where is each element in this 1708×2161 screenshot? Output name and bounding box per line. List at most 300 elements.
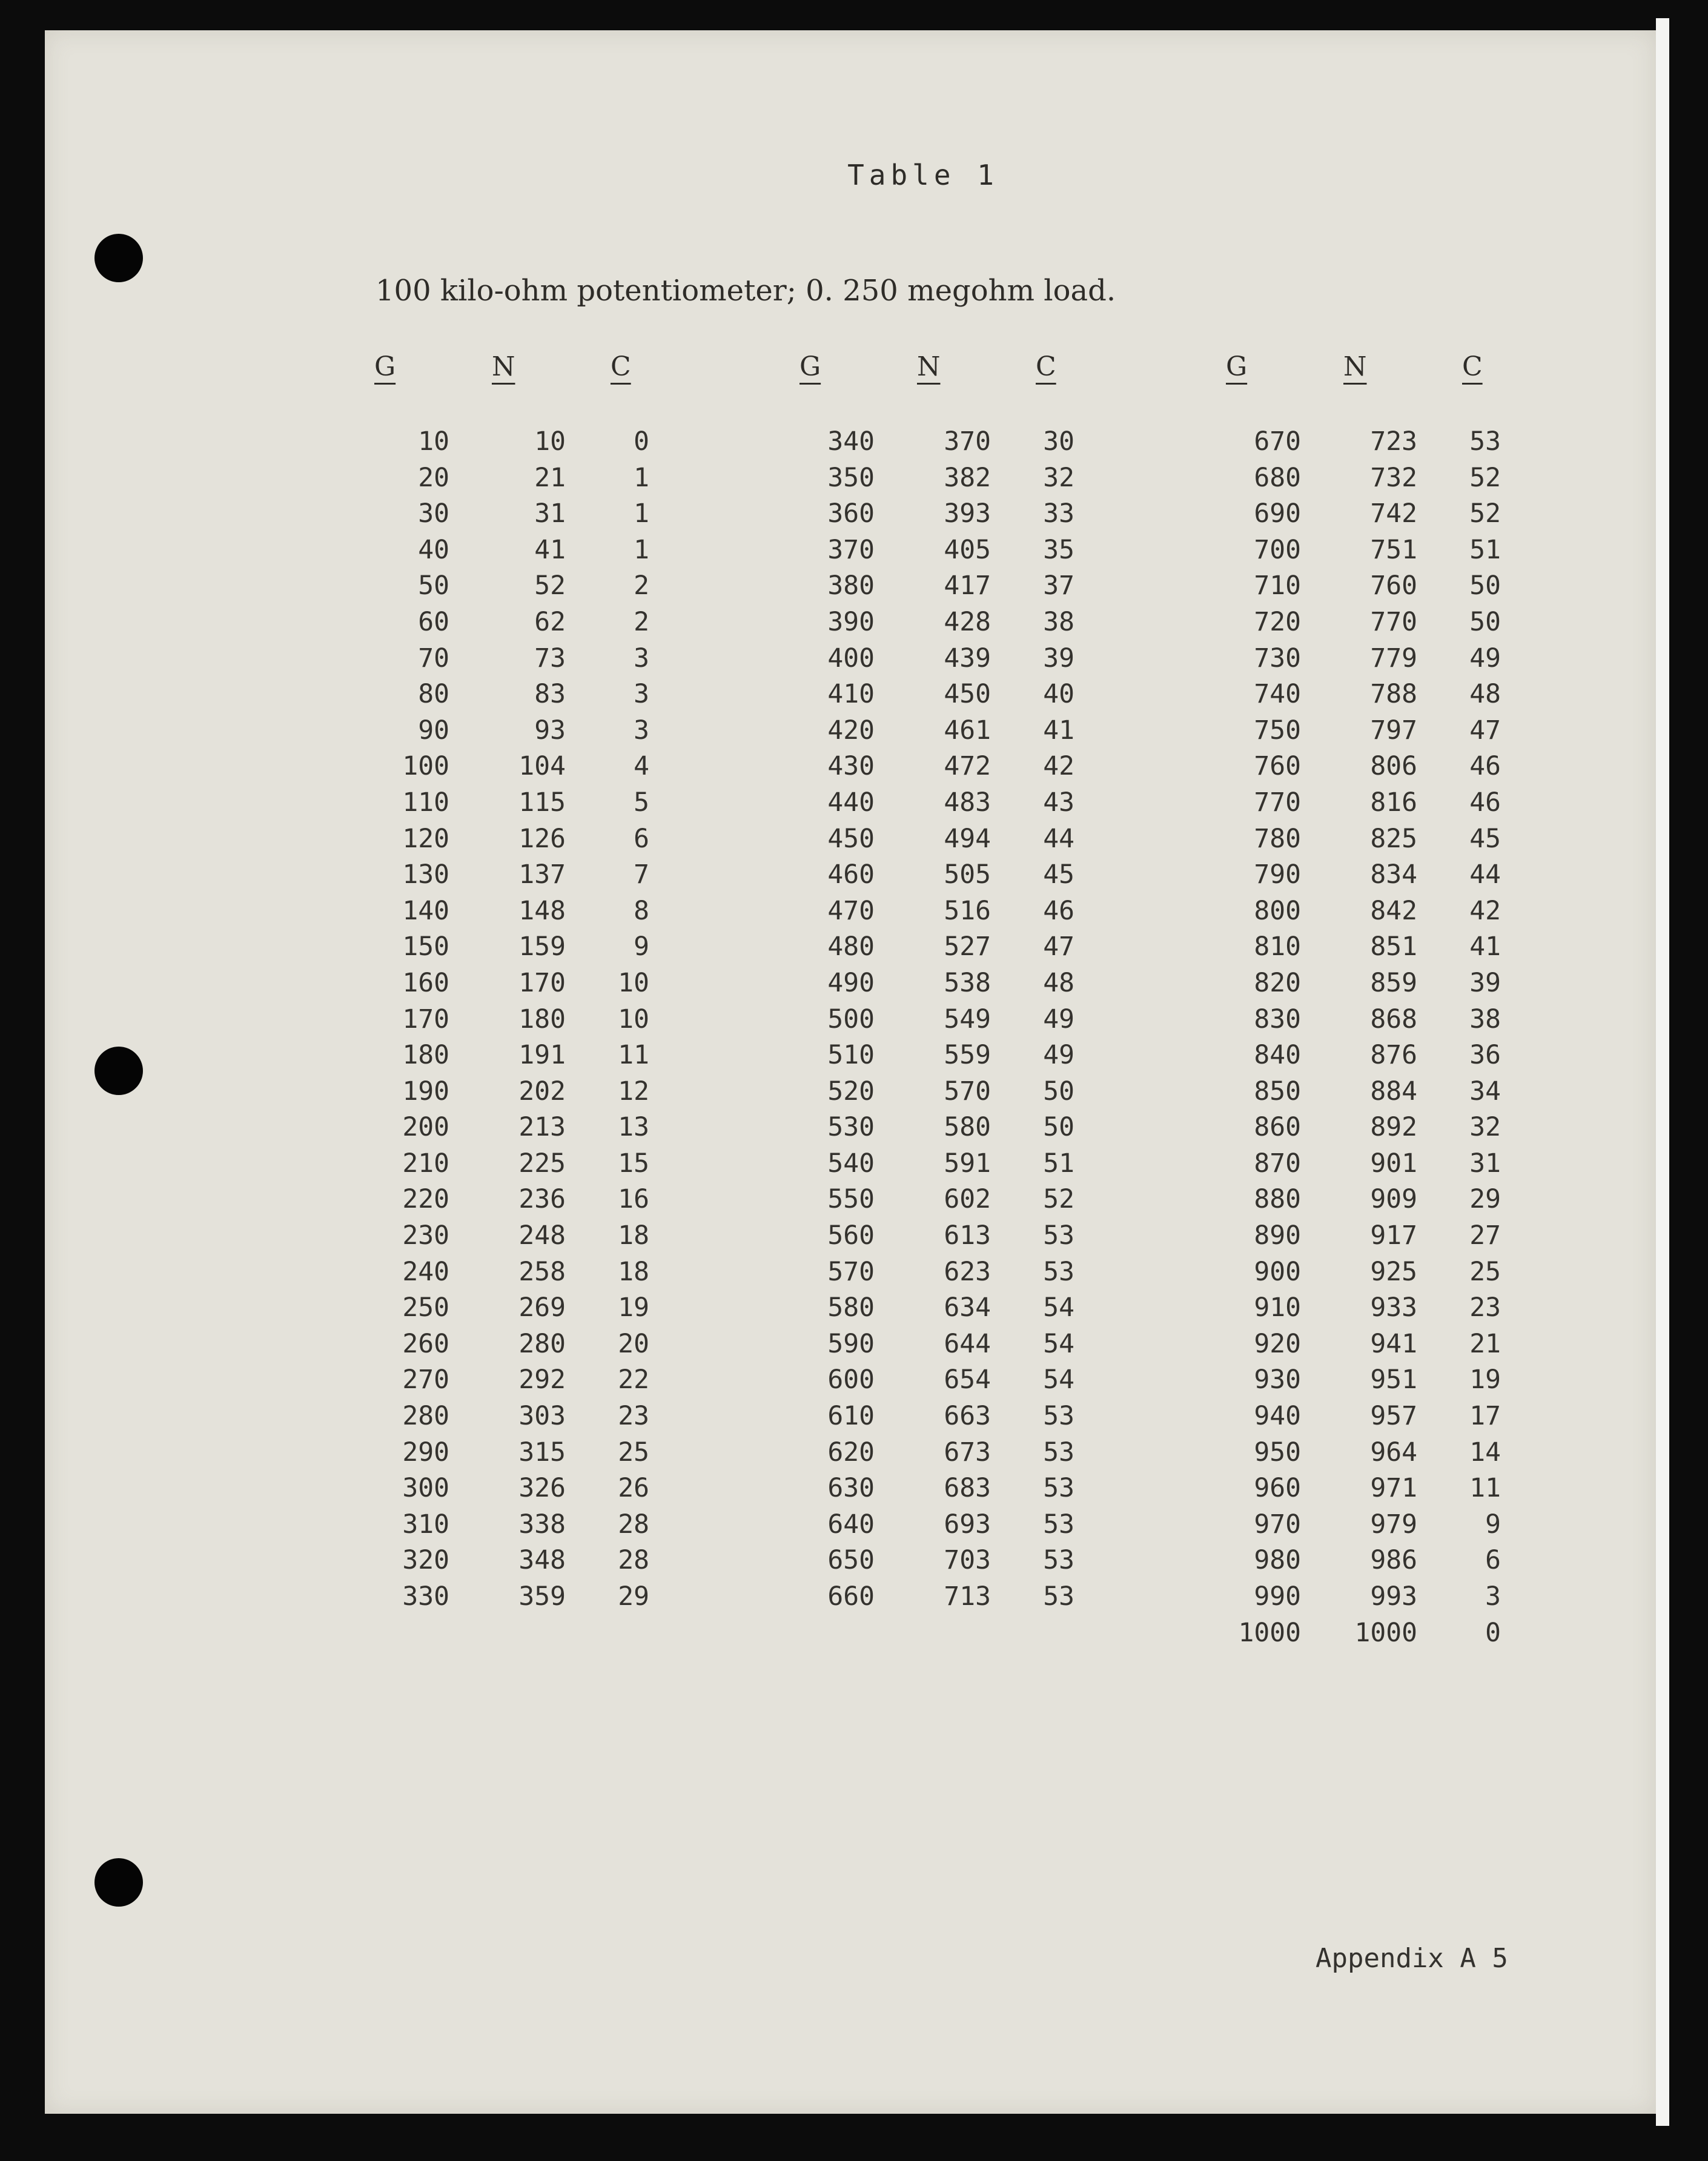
c-value: 40 — [1043, 679, 1074, 710]
g-value: 330 — [402, 1581, 449, 1612]
table-row — [796, 532, 1147, 569]
table-row — [796, 1110, 1147, 1146]
g-value: 590 — [827, 1328, 875, 1359]
c-value: 53 — [1043, 1401, 1074, 1432]
c-value: 47 — [1043, 932, 1074, 962]
table-row — [371, 1146, 722, 1182]
n-value: 338 — [518, 1509, 566, 1540]
g-value: 250 — [402, 1292, 449, 1323]
c-value: 48 — [1043, 967, 1074, 998]
c-value: 37 — [1043, 571, 1074, 601]
g-value: 460 — [827, 859, 875, 890]
punch-hole-middle — [94, 1047, 143, 1095]
c-value: 50 — [1469, 606, 1501, 637]
n-value: 191 — [518, 1040, 566, 1071]
n-value: 439 — [944, 643, 991, 673]
c-value: 42 — [1469, 895, 1501, 926]
table-row — [1222, 1507, 1574, 1543]
c-value: 44 — [1469, 859, 1501, 890]
g-value: 410 — [827, 679, 875, 710]
c-value: 1 — [634, 462, 649, 493]
table-row — [1222, 785, 1574, 821]
g-value: 380 — [827, 571, 875, 601]
g-value: 530 — [827, 1112, 875, 1143]
c-value: 23 — [1469, 1292, 1501, 1323]
table-row — [796, 1074, 1147, 1110]
g-value: 180 — [402, 1040, 449, 1071]
n-value: 483 — [944, 787, 991, 818]
g-value: 670 — [1254, 426, 1301, 457]
g-value: 780 — [1254, 823, 1301, 854]
c-value: 48 — [1469, 679, 1501, 710]
n-value: 527 — [944, 932, 991, 962]
table-row — [1222, 1182, 1574, 1218]
table-row — [1222, 821, 1574, 858]
table-row — [1222, 1290, 1574, 1326]
g-value: 810 — [1254, 932, 1301, 962]
n-value: 703 — [944, 1545, 991, 1576]
table-row — [1222, 677, 1574, 713]
c-value: 1 — [634, 534, 649, 565]
table-row — [371, 821, 722, 858]
n-value: 591 — [944, 1148, 991, 1179]
c-value: 45 — [1043, 859, 1074, 890]
table-row — [796, 1002, 1147, 1038]
g-value: 990 — [1254, 1581, 1301, 1612]
table-rows — [796, 424, 1147, 1615]
table-rows — [1222, 424, 1574, 1651]
c-value: 6 — [1485, 1545, 1501, 1576]
c-value: 26 — [618, 1473, 649, 1504]
table-row — [1222, 713, 1574, 749]
g-value: 860 — [1254, 1112, 1301, 1143]
table-row — [796, 1543, 1147, 1579]
g-value: 420 — [827, 715, 875, 746]
table-row — [796, 1471, 1147, 1507]
g-value: 630 — [827, 1473, 875, 1504]
c-value: 30 — [1043, 426, 1074, 457]
table-row — [1222, 1362, 1574, 1398]
c-value: 50 — [1469, 571, 1501, 601]
c-value: 28 — [618, 1509, 649, 1540]
n-value: 538 — [944, 967, 991, 998]
n-value: 292 — [518, 1365, 566, 1395]
table-row — [371, 568, 722, 604]
g-value: 730 — [1254, 643, 1301, 673]
c-value: 49 — [1043, 1004, 1074, 1034]
c-value: 41 — [1043, 715, 1074, 746]
table-row — [371, 1362, 722, 1398]
table-row — [371, 677, 722, 713]
g-value: 660 — [827, 1581, 875, 1612]
n-value: 623 — [944, 1256, 991, 1287]
table-row — [796, 713, 1147, 749]
table-row — [1222, 1543, 1574, 1579]
n-value: 892 — [1370, 1112, 1417, 1143]
n-value: 868 — [1370, 1004, 1417, 1034]
n-value: 41 — [534, 534, 566, 565]
n-value: 986 — [1370, 1545, 1417, 1576]
g-value: 560 — [827, 1220, 875, 1251]
c-value: 53 — [1043, 1256, 1074, 1287]
table-row — [371, 965, 722, 1002]
g-value: 970 — [1254, 1509, 1301, 1540]
n-value: 10 — [534, 426, 566, 457]
table-row — [1222, 1615, 1574, 1652]
g-value: 170 — [402, 1004, 449, 1034]
c-value: 39 — [1469, 967, 1501, 998]
n-value: 979 — [1370, 1509, 1417, 1540]
c-value: 0 — [634, 426, 649, 457]
table-row — [1222, 1110, 1574, 1146]
table-row — [371, 785, 722, 821]
n-value: 370 — [944, 426, 991, 457]
c-value: 45 — [1469, 823, 1501, 854]
c-value: 11 — [618, 1040, 649, 1071]
n-value: 180 — [518, 1004, 566, 1034]
n-value: 248 — [518, 1220, 566, 1251]
g-value: 230 — [402, 1220, 449, 1251]
c-value: 53 — [1043, 1545, 1074, 1576]
n-value: 797 — [1370, 715, 1417, 746]
g-value: 550 — [827, 1184, 875, 1215]
table-row — [796, 785, 1147, 821]
n-value: 104 — [518, 751, 566, 782]
table-row — [796, 496, 1147, 532]
c-value: 25 — [1469, 1256, 1501, 1287]
table-row — [1222, 424, 1574, 460]
punch-hole-bottom — [94, 1858, 143, 1907]
table-row — [796, 1218, 1147, 1254]
c-value: 10 — [618, 967, 649, 998]
table-row — [796, 568, 1147, 604]
g-value: 390 — [827, 606, 875, 637]
table-subtitle: 100 kilo-ohm potentiometer; 0. 250 megohm load. — [376, 274, 1116, 308]
g-value: 290 — [402, 1437, 449, 1468]
n-value: 417 — [944, 571, 991, 601]
c-value: 38 — [1043, 606, 1074, 637]
c-value: 54 — [1043, 1365, 1074, 1395]
header-g: G — [799, 351, 821, 382]
n-value: 770 — [1370, 606, 1417, 637]
table-row — [1222, 1435, 1574, 1471]
c-value: 16 — [618, 1184, 649, 1215]
c-value: 51 — [1043, 1148, 1074, 1179]
c-value: 38 — [1469, 1004, 1501, 1034]
table-row — [1222, 604, 1574, 641]
n-value: 760 — [1370, 571, 1417, 601]
n-value: 732 — [1370, 462, 1417, 493]
g-value: 980 — [1254, 1545, 1301, 1576]
n-value: 876 — [1370, 1040, 1417, 1071]
g-value: 440 — [827, 787, 875, 818]
c-value: 7 — [634, 859, 649, 890]
c-value: 36 — [1469, 1040, 1501, 1071]
c-value: 53 — [1043, 1220, 1074, 1251]
g-value: 20 — [418, 462, 449, 493]
g-value: 450 — [827, 823, 875, 854]
c-value: 10 — [618, 1004, 649, 1034]
c-value: 18 — [618, 1256, 649, 1287]
n-value: 693 — [944, 1509, 991, 1540]
c-value: 42 — [1043, 751, 1074, 782]
table-row — [371, 1543, 722, 1579]
g-value: 140 — [402, 895, 449, 926]
g-value: 1000 — [1238, 1617, 1301, 1648]
g-value: 340 — [827, 426, 875, 457]
n-value: 933 — [1370, 1292, 1417, 1323]
g-value: 520 — [827, 1076, 875, 1107]
c-value: 6 — [634, 823, 649, 854]
table-row — [371, 460, 722, 497]
c-value: 17 — [1469, 1401, 1501, 1432]
g-value: 620 — [827, 1437, 875, 1468]
g-value: 240 — [402, 1256, 449, 1287]
c-value: 52 — [1469, 462, 1501, 493]
table-row — [1222, 1326, 1574, 1363]
g-value: 770 — [1254, 787, 1301, 818]
page-footer: Appendix A 5 — [1316, 1943, 1508, 1974]
table-row — [371, 1435, 722, 1471]
n-value: 917 — [1370, 1220, 1417, 1251]
g-value: 880 — [1254, 1184, 1301, 1215]
g-value: 650 — [827, 1545, 875, 1576]
n-value: 303 — [518, 1401, 566, 1432]
table-row — [796, 1435, 1147, 1471]
g-value: 540 — [827, 1148, 875, 1179]
c-value: 5 — [634, 787, 649, 818]
n-value: 115 — [518, 787, 566, 818]
n-value: 559 — [944, 1040, 991, 1071]
g-value: 320 — [402, 1545, 449, 1576]
table-row — [796, 604, 1147, 641]
table-row — [371, 1326, 722, 1363]
c-value: 2 — [634, 571, 649, 601]
table-row — [1222, 929, 1574, 965]
g-value: 260 — [402, 1328, 449, 1359]
g-value: 130 — [402, 859, 449, 890]
header-n: N — [492, 351, 515, 382]
n-value: 516 — [944, 895, 991, 926]
n-value: 723 — [1370, 426, 1417, 457]
c-value: 44 — [1043, 823, 1074, 854]
g-value: 370 — [827, 534, 875, 565]
c-value: 53 — [1043, 1437, 1074, 1468]
n-value: 348 — [518, 1545, 566, 1576]
c-value: 53 — [1043, 1473, 1074, 1504]
table-row — [371, 1218, 722, 1254]
header-n: N — [917, 351, 941, 382]
g-value: 110 — [402, 787, 449, 818]
table-row — [796, 677, 1147, 713]
n-value: 148 — [518, 895, 566, 926]
c-value: 31 — [1469, 1148, 1501, 1179]
g-value: 920 — [1254, 1328, 1301, 1359]
g-value: 890 — [1254, 1220, 1301, 1251]
n-value: 964 — [1370, 1437, 1417, 1468]
n-value: 21 — [534, 462, 566, 493]
header-g: G — [374, 351, 396, 382]
g-value: 820 — [1254, 967, 1301, 998]
n-value: 884 — [1370, 1076, 1417, 1107]
c-value: 33 — [1043, 498, 1074, 529]
n-value: 951 — [1370, 1365, 1417, 1395]
n-value: 326 — [518, 1473, 566, 1504]
c-value: 29 — [618, 1581, 649, 1612]
g-value: 830 — [1254, 1004, 1301, 1034]
column-group-2 — [796, 351, 1147, 1612]
column-headers — [371, 351, 722, 400]
column-group-1 — [371, 351, 722, 1612]
table-row — [796, 460, 1147, 497]
table-row — [1222, 1471, 1574, 1507]
g-value: 30 — [418, 498, 449, 529]
g-value: 610 — [827, 1401, 875, 1432]
table-row — [796, 1507, 1147, 1543]
c-value: 1 — [634, 498, 649, 529]
table-row — [371, 1290, 722, 1326]
table-row — [371, 857, 722, 893]
c-value: 11 — [1469, 1473, 1501, 1504]
g-value: 840 — [1254, 1040, 1301, 1071]
c-value: 46 — [1469, 787, 1501, 818]
n-value: 806 — [1370, 751, 1417, 782]
table-row — [796, 893, 1147, 930]
header-g: G — [1226, 351, 1248, 382]
table-row — [371, 641, 722, 677]
c-value: 50 — [1043, 1076, 1074, 1107]
g-value: 50 — [418, 571, 449, 601]
c-value: 3 — [634, 679, 649, 710]
c-value: 21 — [1469, 1328, 1501, 1359]
g-value: 640 — [827, 1509, 875, 1540]
n-value: 941 — [1370, 1328, 1417, 1359]
g-value: 690 — [1254, 498, 1301, 529]
n-value: 31 — [534, 498, 566, 529]
table-row — [371, 1471, 722, 1507]
table-row — [796, 857, 1147, 893]
n-value: 450 — [944, 679, 991, 710]
table-row — [371, 929, 722, 965]
table-row — [1222, 1074, 1574, 1110]
n-value: 93 — [534, 715, 566, 746]
n-value: 505 — [944, 859, 991, 890]
table-row — [371, 893, 722, 930]
g-value: 960 — [1254, 1473, 1301, 1504]
g-value: 740 — [1254, 679, 1301, 710]
c-value: 25 — [618, 1437, 649, 1468]
table-row — [1222, 1254, 1574, 1291]
n-value: 751 — [1370, 534, 1417, 565]
g-value: 280 — [402, 1401, 449, 1432]
n-value: 742 — [1370, 498, 1417, 529]
g-value: 210 — [402, 1148, 449, 1179]
n-value: 993 — [1370, 1581, 1417, 1612]
g-value: 300 — [402, 1473, 449, 1504]
table-row — [1222, 496, 1574, 532]
c-value: 19 — [1469, 1365, 1501, 1395]
c-value: 4 — [634, 751, 649, 782]
header-c: C — [1036, 351, 1056, 382]
table-row — [1222, 1579, 1574, 1615]
table-row — [796, 1398, 1147, 1435]
paper-edge — [1656, 18, 1669, 2126]
c-value: 53 — [1043, 1509, 1074, 1540]
table-row — [796, 1037, 1147, 1074]
g-value: 310 — [402, 1509, 449, 1540]
g-value: 10 — [418, 426, 449, 457]
c-value: 22 — [618, 1365, 649, 1395]
g-value: 350 — [827, 462, 875, 493]
g-value: 80 — [418, 679, 449, 710]
g-value: 570 — [827, 1256, 875, 1287]
n-value: 202 — [518, 1076, 566, 1107]
g-value: 760 — [1254, 751, 1301, 782]
n-value: 170 — [518, 967, 566, 998]
c-value: 23 — [618, 1401, 649, 1432]
n-value: 1000 — [1354, 1617, 1417, 1648]
c-value: 29 — [1469, 1184, 1501, 1215]
c-value: 0 — [1485, 1617, 1501, 1648]
table-row — [371, 1579, 722, 1615]
n-value: 683 — [944, 1473, 991, 1504]
n-value: 461 — [944, 715, 991, 746]
table-row — [1222, 1146, 1574, 1182]
n-value: 269 — [518, 1292, 566, 1323]
n-value: 859 — [1370, 967, 1417, 998]
n-value: 393 — [944, 498, 991, 529]
g-value: 720 — [1254, 606, 1301, 637]
c-value: 2 — [634, 606, 649, 637]
c-value: 53 — [1469, 426, 1501, 457]
n-value: 834 — [1370, 859, 1417, 890]
g-value: 270 — [402, 1365, 449, 1395]
n-value: 816 — [1370, 787, 1417, 818]
c-value: 54 — [1043, 1328, 1074, 1359]
n-value: 405 — [944, 534, 991, 565]
g-value: 190 — [402, 1076, 449, 1107]
n-value: 225 — [518, 1148, 566, 1179]
table-row — [1222, 641, 1574, 677]
c-value: 54 — [1043, 1292, 1074, 1323]
c-value: 43 — [1043, 787, 1074, 818]
g-value: 510 — [827, 1040, 875, 1071]
n-value: 825 — [1370, 823, 1417, 854]
n-value: 901 — [1370, 1148, 1417, 1179]
n-value: 494 — [944, 823, 991, 854]
c-value: 52 — [1469, 498, 1501, 529]
n-value: 788 — [1370, 679, 1417, 710]
g-value: 150 — [402, 932, 449, 962]
table-row — [796, 1146, 1147, 1182]
g-value: 800 — [1254, 895, 1301, 926]
n-value: 359 — [518, 1581, 566, 1612]
table-row — [371, 1037, 722, 1074]
table-row — [1222, 749, 1574, 785]
g-value: 480 — [827, 932, 875, 962]
c-value: 41 — [1469, 932, 1501, 962]
n-value: 851 — [1370, 932, 1417, 962]
c-value: 3 — [634, 715, 649, 746]
table-row — [796, 1362, 1147, 1398]
g-value: 200 — [402, 1112, 449, 1143]
c-value: 39 — [1043, 643, 1074, 673]
n-value: 236 — [518, 1184, 566, 1215]
table-row — [371, 749, 722, 785]
table-row — [796, 1579, 1147, 1615]
table-row — [1222, 965, 1574, 1002]
g-value: 790 — [1254, 859, 1301, 890]
